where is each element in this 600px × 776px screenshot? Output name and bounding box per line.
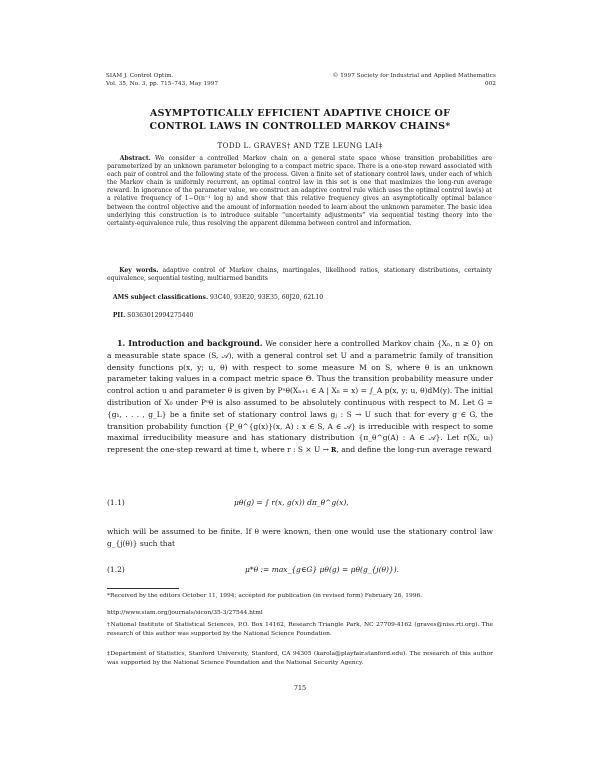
page-number: 715 [293,684,307,692]
footnote-author-1: †National Institute of Statistical Sciences, P.O. Box 14162, Research Triangle Park, NC 27709-4162 (graves@niss.rti.org). The research of this author was supported by the National Science Foundation. [107,622,493,637]
author-line: TODD L. GRAVES† AND TZE LEUNG LAI‡ [217,141,383,150]
pii [107,312,492,320]
ams-text: 93C40, 93E20, 93E35, 60J20, 62L10 [210,294,324,301]
pii-label: PII. [112,312,126,319]
abstract-label: Abstract. [119,155,151,162]
running-header-right [300,72,496,88]
footnote-received: *Received by the editors October 11, 1994; accepted for publication (in revised form) February 26, 1996. [107,593,423,599]
equation-formula: μθ(g) = ∫ r(x, g(x)) dπ_θ^g(x), [234,498,349,507]
keywords-label: Key words. [119,267,159,274]
running-header-left [106,72,218,88]
copyright-notice: © 1997 Society for Industrial and Applied Mathematics [332,73,496,79]
equation-formula: μ*θ := max_{g∈G} μθ(g) = μθ(g_{j(θ)}). [245,565,400,574]
title-line-1: ASYMPTOTICALLY EFFICIENT ADAPTIVE CHOICE OF [149,108,451,119]
section-1-paragraph [107,338,493,456]
ams-classifications [107,294,492,302]
paper-title [100,107,500,133]
equation-1-2 [107,565,493,577]
abstract-text: We consider a controlled Markov chain on a general state space whose transition probabilities are parameterized by an unknown parameter belonging to a compact metric space. There is a one-step reward associated with each pair of control and the following state of the process. Given a finite set of stationary control laws, under each of which the Markov chain is uniformly recurrent, an optimal control law in this set is one that maximizes the long-run average reward. In ignorance of the parameter value, we construct an adaptive control rule which uses the optimal control law(s) at a relative frequency of 1−O(n⁻¹ log n) and show that this relative frequency gives an asymptotically optimal balance between the control objective and the amount of information needed to learn about the unknown parameter. The basic idea underlying this construction is to introduce suitable “uncertainty adjustments” via sequential testing theory into the certainty-equivalence rule, thus resolving the apparent dilemma between control and information. [107,155,493,227]
pii-text: S0363012994275440 [127,312,194,319]
section-1-text: We consider here a controlled Markov chain {Xₙ, n ≥ 0} on a measurable state space (S, 𝒜), with a general control set U and a parametric family of transition density functions p(x, y; u, θ) with respect to some measure M on S, where θ is an unknown parameter taking values in a compact metric space Θ. Thus the transition probability measure under control action u and parameter θ is given by Pᵘθ(Xₙ₊₁ ∈ A | Xₙ = x) = ∫_A p(x, y; u, θ)dM(y). The initial distribution of X₀ under Pᵘθ is also assumed to be absolutely continuous with respect to M. Let G = {g₁, . . . , g_L} be a finite set of stationary control laws gⱼ : S → U such that for every g ∈ G, the transition probability function {P_θ^{g(x)}(x, A) : x ∈ S, A ∈ 𝒜} is irreducible with respect to some maximal irreducibility measure and has stationary distribution {π_θ^g(A) : A ∈ 𝒜}. Let r(Xₜ, uₜ) represent the one-step reward at time t, where r : S × U → 𝐑, and define the long-run average reward [107,339,493,455]
journal-name: SIAM J. Control Optim. [106,73,174,79]
keywords-text: adaptive control of Markov chains, martingales, likelihood ratios, stationary distributions, certainty equivalence, sequential testing, multiarmed bandits [107,267,492,283]
ams-label: AMS subject classifications. [112,294,209,301]
volume-info: Vol. 35, No. 3, pp. 715–743, May 1997 [106,81,219,87]
title-line-2: CONTROL LAWS IN CONTROLLED MARKOV CHAINS* [149,121,451,132]
abstract [107,155,492,228]
paragraph-2: which will be assumed to be finite. If θ were known, then one would use the stationary control law g_{j(θ)} such that [107,527,493,548]
section-heading: 1. Introduction and background. [117,339,263,348]
footnote-author-2: ‡Department of Statistics, Stanford University, Stanford, CA 94305 (karola@playfair.stanford.edu). The research of this author was supported by the National Science Foundation and the National Security Agency. [107,651,493,666]
equation-1-1 [107,498,493,510]
equation-number: (1.1) [107,498,125,507]
article-code: 002 [485,81,496,87]
keywords [107,267,492,283]
footnote-url[interactable]: http://www.siam.org/journals/sicon/35-3/27544.html [107,610,263,616]
footnote-rule [107,588,179,589]
equation-number: (1.2) [107,565,125,574]
